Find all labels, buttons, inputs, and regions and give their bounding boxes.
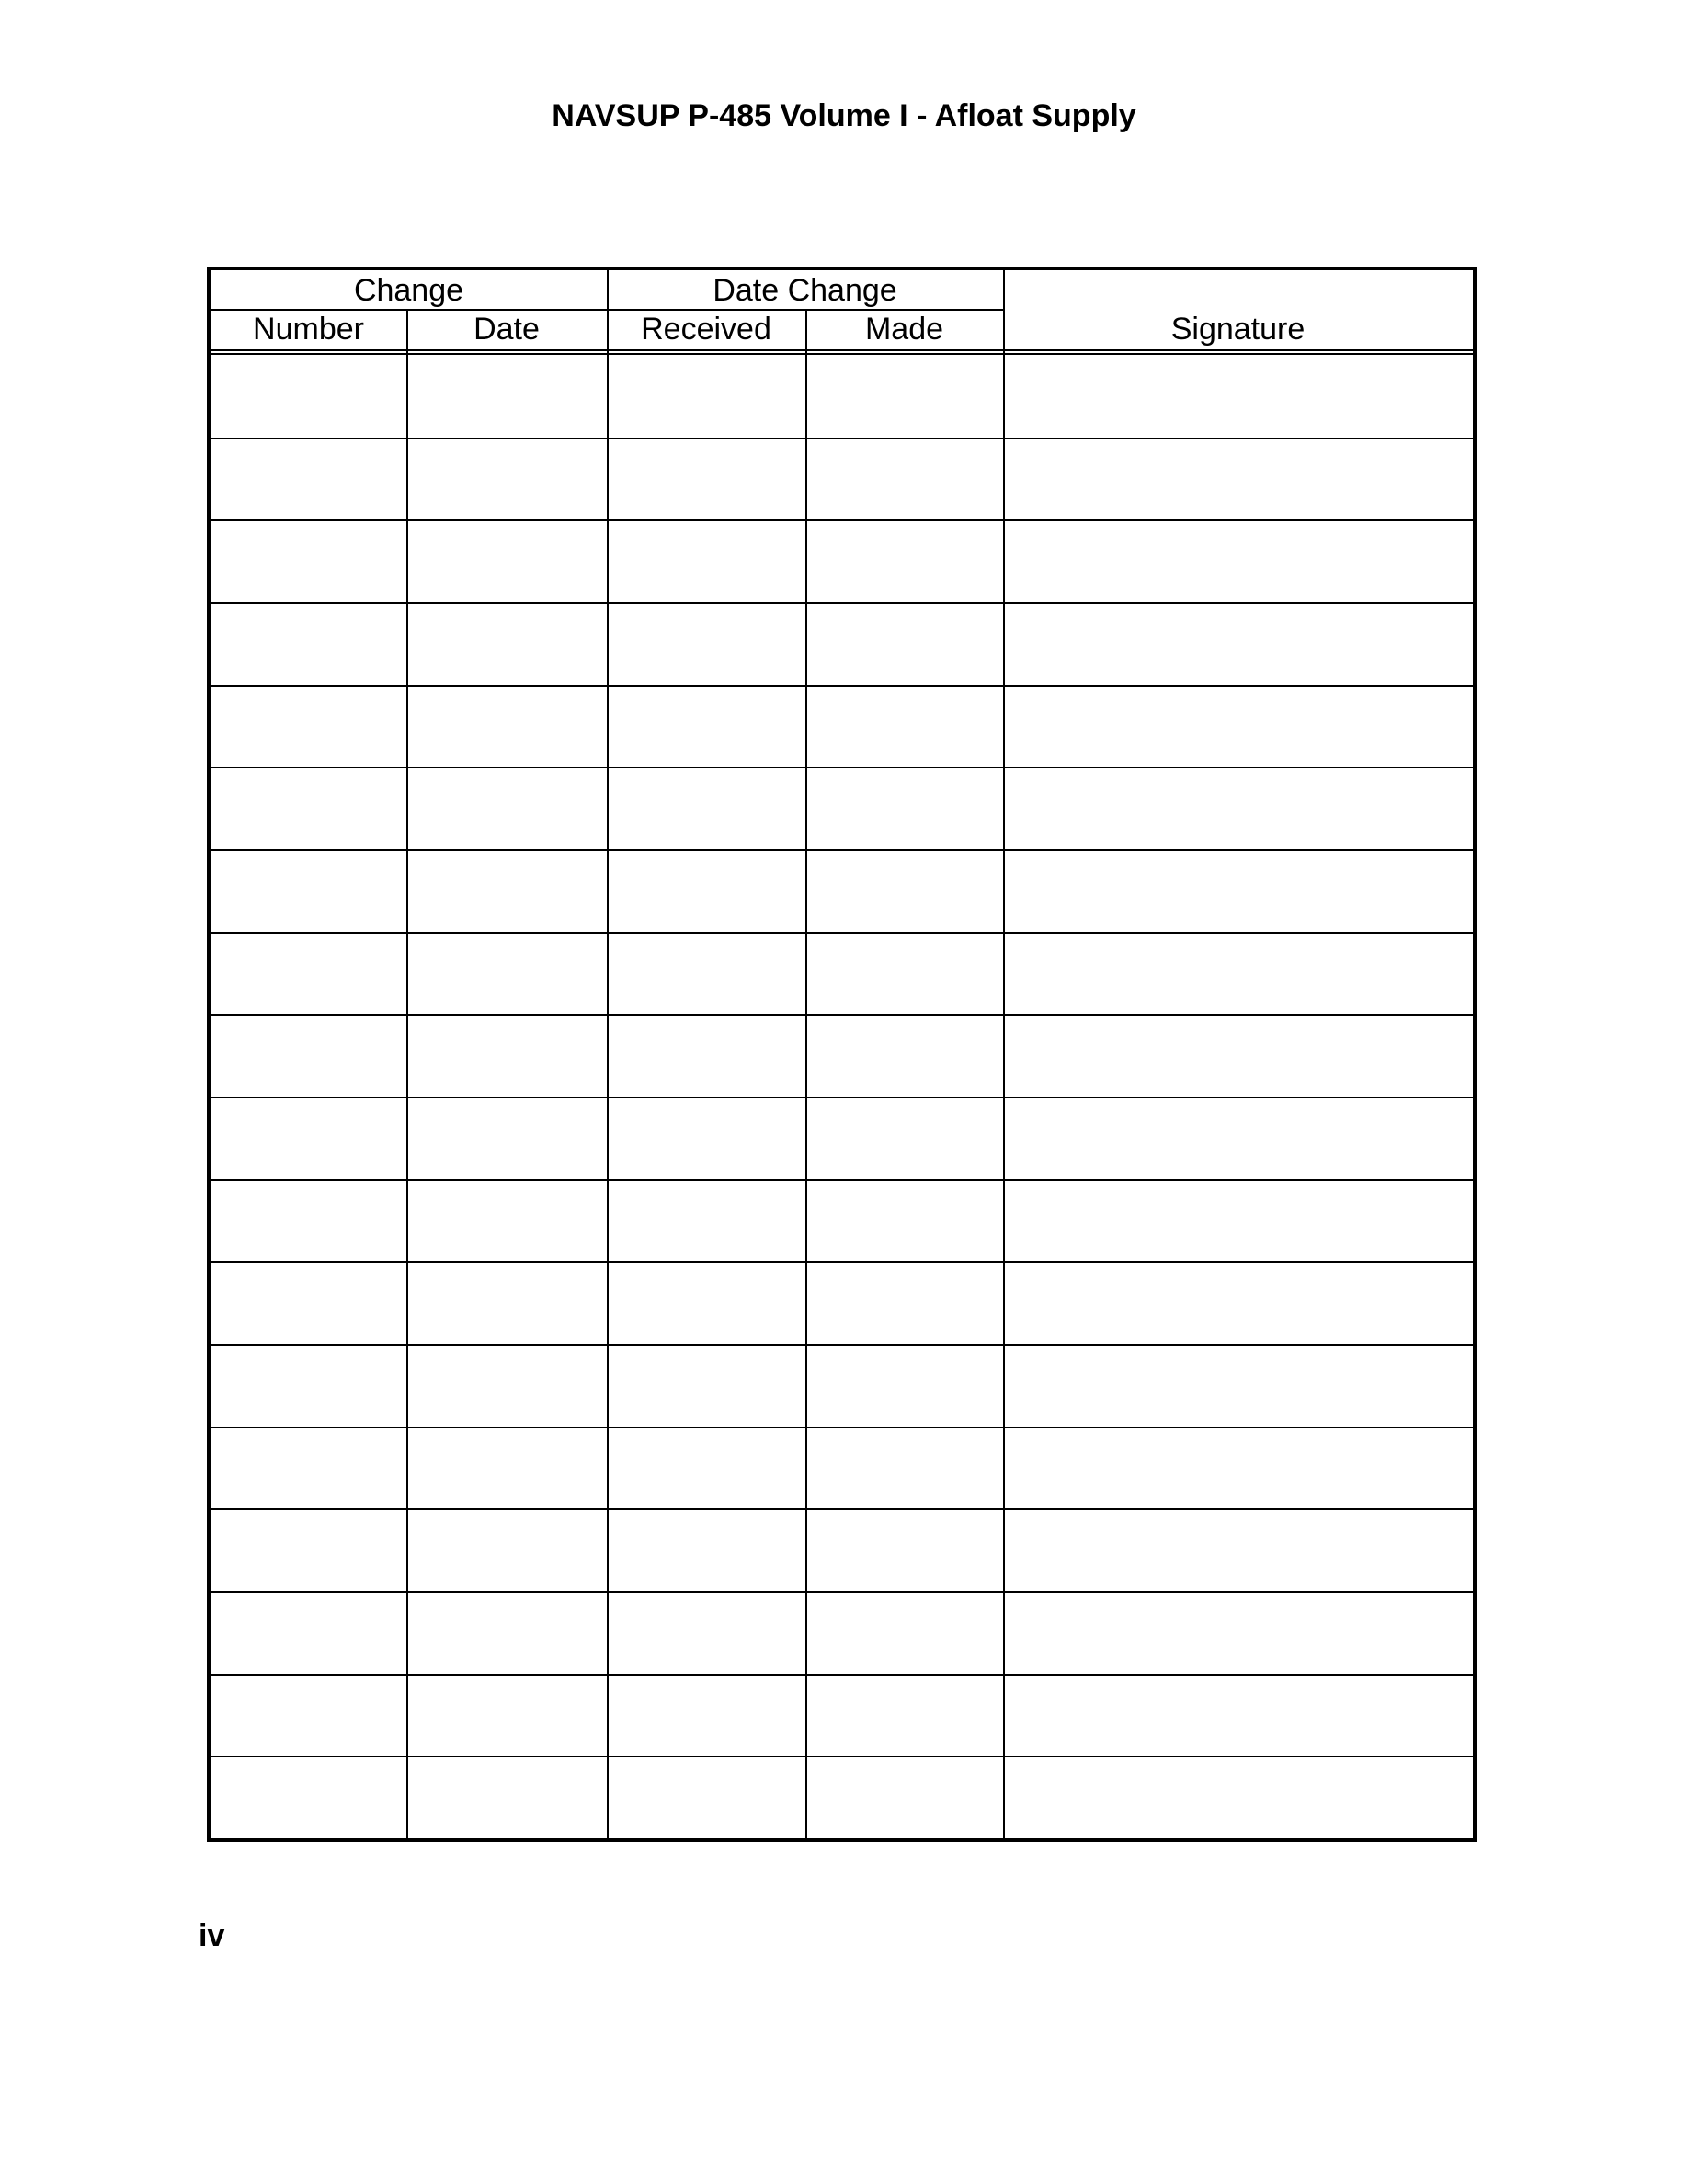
- row-divider: [211, 1591, 1473, 1593]
- column-divider: [805, 309, 807, 1838]
- row-divider: [211, 685, 1473, 687]
- header-date: Date: [473, 312, 540, 347]
- row-divider: [211, 1014, 1473, 1016]
- row-divider: [211, 438, 1473, 439]
- row-divider: [211, 519, 1473, 521]
- column-divider: [607, 270, 609, 1838]
- record-of-changes-table: [207, 267, 1477, 1842]
- row-divider: [211, 1508, 1473, 1510]
- page-number: iv: [199, 1918, 225, 1953]
- row-divider: [211, 1427, 1473, 1428]
- column-divider: [406, 309, 408, 1838]
- row-divider: [211, 1179, 1473, 1181]
- header-made: Made: [864, 312, 944, 347]
- row-divider: [211, 932, 1473, 934]
- header-received: Received: [641, 312, 771, 347]
- header-number: Number: [253, 312, 364, 347]
- row-divider: [211, 849, 1473, 851]
- row-divider: [211, 1097, 1473, 1098]
- page-title: NAVSUP P-485 Volume I - Afloat Supply: [552, 98, 1136, 133]
- header-divider-bottom: [211, 353, 1473, 355]
- header-signature: Signature: [1170, 312, 1306, 347]
- row-divider: [211, 767, 1473, 768]
- column-divider: [1003, 270, 1005, 1838]
- header-change: Change: [353, 273, 464, 308]
- row-divider: [211, 1756, 1473, 1757]
- header-date-change: Date Change: [713, 273, 897, 308]
- row-divider: [211, 1674, 1473, 1676]
- row-divider: [211, 602, 1473, 604]
- row-divider: [211, 1261, 1473, 1263]
- row-divider: [211, 1344, 1473, 1346]
- header-divider-top: [211, 349, 1473, 351]
